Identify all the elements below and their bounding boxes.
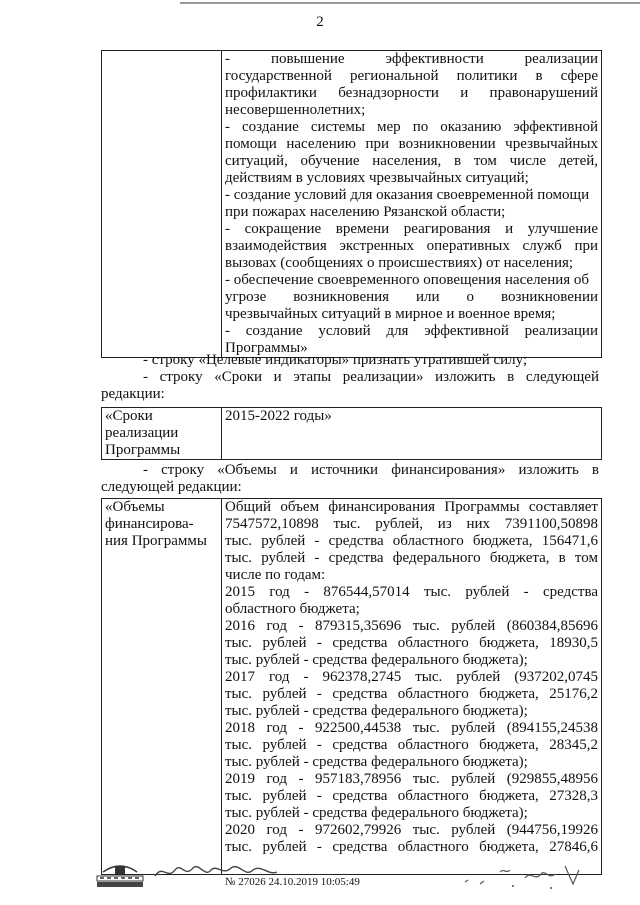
goals-text-line: - сокращение времени реагирования и улучшение (225, 221, 598, 237)
scan-top-edge (180, 2, 640, 4)
paragraph-line: редакции: (101, 386, 165, 402)
goals-text-line: - обеспечение своевременного оповещения населения об (225, 272, 590, 288)
goals-text-line: угрозе возникновения или о возникновении (225, 289, 598, 305)
funding-text-line: 2015 год - 876544,57014 тыс. рублей - средства (225, 584, 598, 600)
goals-text-line: помощи населению при возникновении чрезвычайных (225, 136, 598, 152)
goals-text-line: вызовах (сообщениях о происшествиях) от населения; (225, 255, 574, 271)
goals-text-line: профилактики безнадзорности и правонарушений (225, 85, 598, 101)
goals-text-line: - повышение эффективности реализации (225, 51, 598, 67)
goals-text-line: действиям в условиях чрезвычайных ситуаций; (225, 170, 529, 186)
funding-text-line: 2019 год - 957183,78956 тыс. рублей (929855,48956 (225, 771, 598, 787)
funding-text-line: тыс. рублей - средства федерального бюджета); (225, 805, 528, 821)
goals-text-line: чрезвычайных ситуаций в мирное и военное время; (225, 306, 556, 322)
funding-text-line: тыс. рублей - средства федерального бюджета); (225, 754, 528, 770)
goals-text-line: государственной региональной политики в сфере (225, 68, 598, 84)
funding-value-cell (222, 499, 602, 875)
goals-label-cell (102, 51, 222, 358)
goals-text-line: несовершеннолетних; (225, 102, 366, 118)
registration-footer (95, 858, 635, 898)
terms-value-cell: 2015-2022 годы» (222, 408, 602, 460)
terms-label-cell (102, 408, 222, 460)
funding-text-line: 2020 год - 972602,79926 тыс. рублей (944756,19926 (225, 822, 598, 838)
paragraph-target-indicators: - строку «Целевые индикаторы» признать утратившей силу; (143, 352, 528, 368)
registration-number: № 27026 24.10.2019 10:05:49 (225, 876, 360, 888)
funding-text-line: 2016 год - 879315,35696 тыс. рублей (860384,85696 (225, 618, 598, 634)
page-number: 2 (316, 14, 324, 30)
label-line: финансирова- (105, 516, 194, 532)
label-line: ния Программы (105, 533, 207, 549)
program-table-goals (101, 50, 602, 358)
funding-text-line: тыс. рублей - средства областного бюджета, 156471,6 (225, 533, 598, 549)
funding-text-line: числе по годам: (225, 567, 326, 583)
funding-text-line: тыс. рублей - средства областного бюджета, 28345,2 (225, 737, 598, 753)
goals-text-cell (222, 51, 602, 358)
goals-text-line: - создание условий для эффективной реализации (225, 323, 598, 339)
funding-text-line: тыс. рублей - средства областного бюджета, 27328,3 (225, 788, 598, 804)
label-line: реализации (105, 425, 179, 441)
funding-text-line: Общий объем финансирования Программы составляет (225, 499, 598, 515)
label-line: «Объемы (105, 499, 165, 515)
goals-text-line: при пожарах населению Рязанской области; (225, 204, 506, 220)
goals-text-line: - создание системы мер по оказанию эффективной (225, 119, 598, 135)
goals-text-line: ситуаций, обучение населения, в том числе детей, (225, 153, 598, 169)
registry-stamp-icon (95, 858, 145, 890)
label-line: «Сроки (105, 408, 153, 424)
paragraph-funding (101, 462, 599, 496)
program-table-terms (101, 407, 602, 460)
goals-text-line: - создание условий для оказания своевременной помощи (225, 187, 590, 203)
program-table-funding (101, 498, 602, 875)
goals-text-line: взаимодействия экстренных оперативных служб при (225, 238, 598, 254)
paragraph-line: - строку «Сроки и этапы реализации» изложить в следующей (143, 369, 599, 385)
funding-text-line: 2018 год - 922500,44538 тыс. рублей (894155,24538 (225, 720, 598, 736)
funding-text-line: областного бюджета; (225, 601, 360, 617)
funding-text-line: тыс. рублей - средства областного бюджета, 25176,2 (225, 686, 598, 702)
funding-text-line: тыс. рублей - средства областного бюджета, 18930,5 (225, 635, 598, 651)
funding-label-cell (102, 499, 222, 875)
funding-text-line: тыс. рублей - средства федерального бюджета, в том (225, 550, 598, 566)
funding-text-line: 7547572,10898 тыс. рублей, из них 7391100,50898 (225, 516, 598, 532)
funding-text-line: тыс. рублей - средства областного бюджета, 27846,6 (225, 839, 598, 855)
funding-text-line: тыс. рублей - средства федерального бюджета); (225, 703, 528, 719)
handwritten-marks-icon (455, 858, 605, 894)
funding-text-line: тыс. рублей - средства федерального бюджета); (225, 652, 528, 668)
paragraph-terms (101, 369, 599, 403)
funding-text-line: 2017 год - 962378,2745 тыс. рублей (937202,0745 (225, 669, 598, 685)
paragraph-line: - строку «Объемы и источники финансирования» изложить в (143, 462, 599, 478)
paragraph-line: следующей редакции: (101, 479, 242, 495)
label-line: Программы (105, 442, 181, 458)
goals-text-line: Программы» (225, 340, 308, 356)
